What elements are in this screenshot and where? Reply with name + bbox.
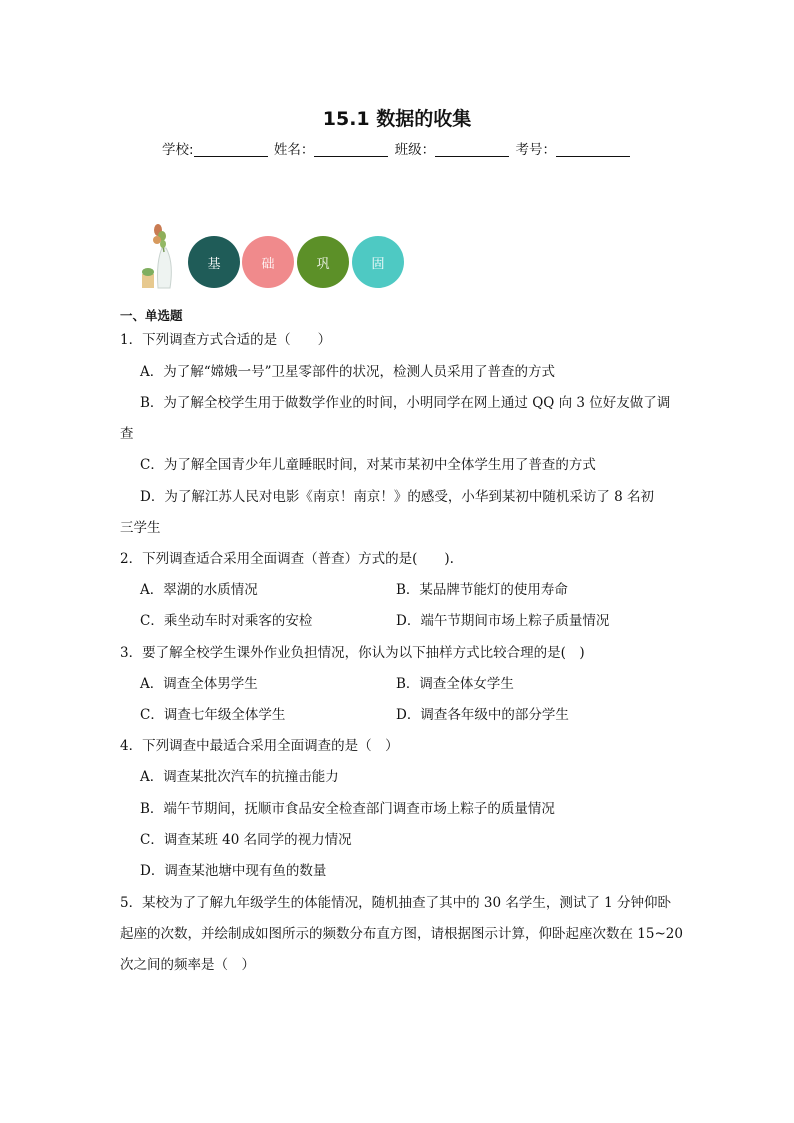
name-blank[interactable] [314,142,388,157]
q1-option-d: D．为了解江苏人民对电影《南京！南京！》的感受，小华到某初中随机采访了 8 名初 [140,489,654,505]
q2-option-a: A．翠湖的水质情况 [140,582,258,598]
q3-option-b: B．调查全体女学生 [396,676,514,692]
school-label: 学校: [162,142,194,158]
q1-option-d-cont: 三学生 [120,520,161,536]
q2-option-c: C．乘坐动车时对乘客的安检 [140,613,313,629]
q5-stem-line-1: 5．某校为了了解九年级学生的体能情况，随机抽查了其中的 30 名学生，测试了 1 分钟仰卧 [120,895,672,911]
q5-stem-line-3: 次之间的频率是（ ） [120,957,255,973]
class-label: 班级： [394,142,436,158]
q1-stem: 1．下列调查方式合适的是（ ） [120,332,332,348]
q5-stem-line-2: 起座的次数，并绘制成如图所示的频数分布直方图，请根据图示计算，仰卧起座次数在 15~20 [120,926,683,942]
q4-option-b: B．端午节期间，抚顺市食品安全检查部门调查市场上粽子的质量情况 [140,801,555,817]
page-title: 15.1 数据的收集 [322,108,472,130]
exam-number-label: 考号： [515,142,556,158]
q4-option-d: D．调查某池塘中现有鱼的数量 [140,863,327,879]
q1-option-b-cont: 查 [120,426,134,442]
plant-vase-icon [136,222,184,290]
q2-option-b: B．某品牌节能灯的使用寿命 [396,582,568,598]
q4-option-a: A．调查某批次汽车的抗撞击能力 [140,769,339,785]
name-label: 姓名： [273,142,315,158]
q3-option-c: C．调查七年级全体学生 [140,707,286,723]
q3-stem: 3．要了解全校学生课外作业负担情况，你认为以下抽样方式比较合理的是( ) [120,645,585,661]
student-info-line [0,138,794,158]
school-blank[interactable] [194,142,268,157]
exam-number-blank[interactable] [556,142,630,157]
banner-circle-ji: 基 [188,236,240,288]
q2-option-d: D．端午节期间市场上粽子质量情况 [396,613,610,629]
q2-stem: 2．下列调查适合采用全面调查（普查）方式的是( ). [120,551,454,567]
banner-circle-chu: 础 [242,236,294,288]
banner-circle-gong: 巩 [297,236,349,288]
class-blank[interactable] [435,142,509,157]
section-title: 一、单选题 [120,308,183,323]
q3-option-a: A．调查全体男学生 [140,676,258,692]
banner-circle-gu: 固 [352,236,404,288]
q3-option-d: D．调查各年级中的部分学生 [396,707,569,723]
q1-option-b: B．为了解全校学生用于做数学作业的时间，小明同学在网上通过 QQ 向 3 位好友做了调 [140,395,671,411]
q1-option-c: C．为了解全国青少年儿童睡眠时间，对某市某初中全体学生用了普查的方式 [140,457,596,473]
q1-option-a: A．为了解“嫦娥一号”卫星零部件的状况，检测人员采用了普查的方式 [140,364,556,380]
q4-stem: 4．下列调查中最适合采用全面调查的是（ ） [120,738,399,754]
q4-option-c: C．调查某班 40 名同学的视力情况 [140,832,352,848]
section-banner [136,222,436,292]
